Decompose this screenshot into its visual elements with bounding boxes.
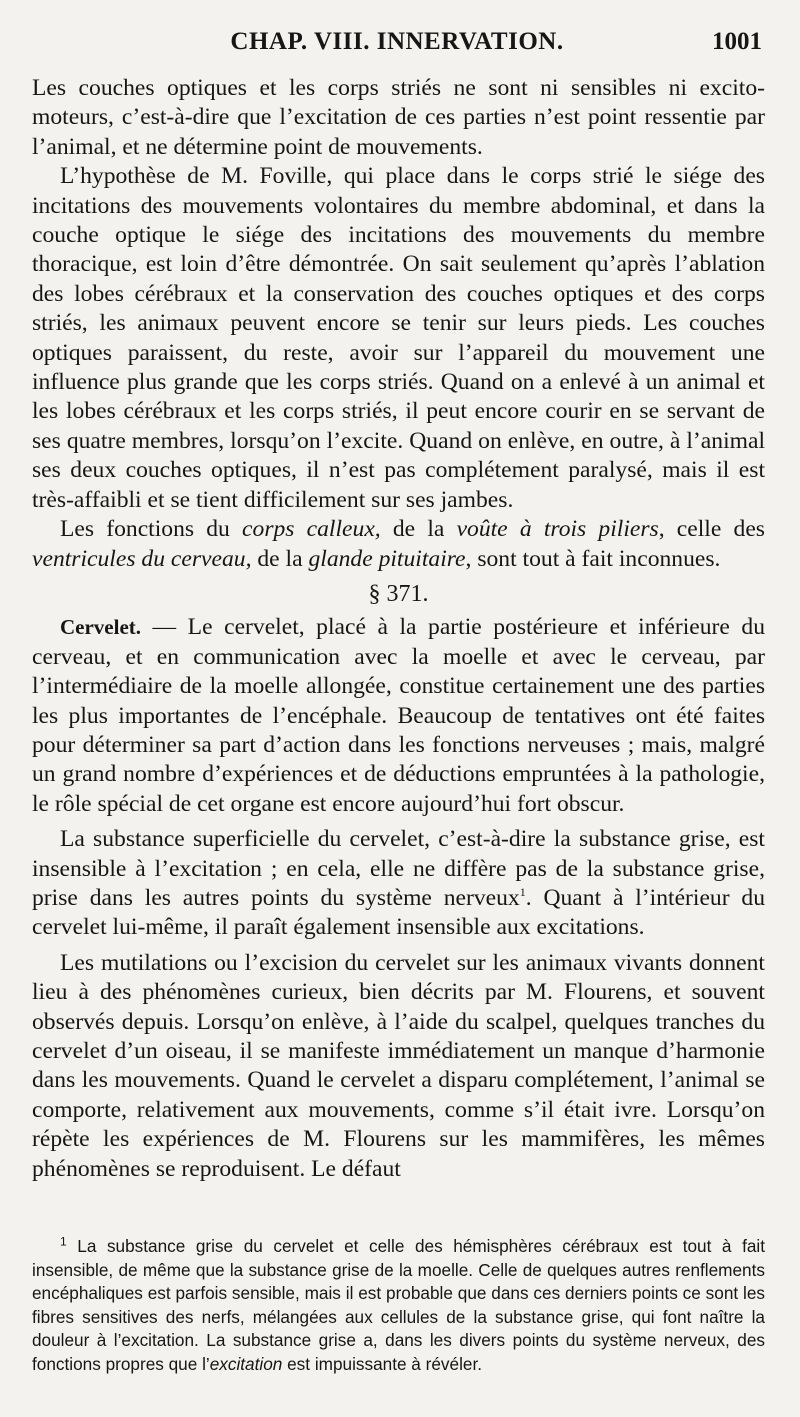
- paragraph-3: [32, 515, 765, 574]
- chapter-title: CHAP. VIII. INNERVATION.: [230, 28, 564, 55]
- run-in-heading: Cervelet.: [60, 615, 142, 640]
- paragraph-6: Les mutilations ou l’excision du cervelet sur les animaux vivants donnent lieu à des phénomènes curieux, bien décrits par M. Flourens, et souvent observés depuis. Lorsqu’on enlève, à l’aide du scalpel, quelques tranches du cervelet d’un oiseau, il se manifeste immédiatement un manque d’harmonie dans les mouvements. Quand le cervelet a disparu complétement, l’animal se comporte, relativement aux mouvements, comme s’il était ivre. Lorsqu’on répète les expériences de M. Flourens sur les mammifères, les mêmes phénomènes se reproduisent. Le défaut: [32, 949, 765, 1182]
- paragraph-2: L’hypothèse de M. Foville, qui place dans le corps strié le siége des incitations des mouvements volontaires du membre abdominal, et dans la couche optique le siége des incitations des mouvements du membre thoracique, est loin d’être démontrée. On sait seulement qu’après l’ablation des lobes cérébraux et la conservation des couches optiques et des corps striés, les animaux peuvent encore se tenir sur leurs pieds. Les couches optiques paraissent, du reste, avoir sur l’appareil du mouvement une influence plus grande que les corps striés. Quand on a enlevé à un animal et les lobes cérébraux et les corps striés, il peut encore courir en se servant de ses quatre membres, lorsqu’on l’excite. Quand on enlève, en outre, à l’animal ses deux couches optiques, il n’est pas complétement paralysé, mais il est très-affaibli et se tient difficilement sur ses jambes.: [32, 163, 765, 513]
- p3-italic: glande pituitaire: [308, 545, 466, 572]
- p3-italic: corps calleux,: [242, 516, 381, 543]
- page-number: 1001: [712, 28, 762, 55]
- footnote-mark: 1: [60, 1234, 67, 1249]
- footnote-text: La substance grise du cervelet et celle des hémisphères cérébraux est tout à fait insensible, de même que la substance grise de la moelle. Celle de quelques autres renflements encéphaliques est parfois sensible, mais il est probable que dans ces derniers points ce sont les fibres sensitives des nerfs, mélangées aux cellules de la substance grise, qui font naître la douleur à l’excitation. La substance grise a, dans les divers points du système nerveux, des fonctions propres que l’: [32, 1236, 765, 1374]
- p3-text: de la: [251, 545, 309, 572]
- p4-text: — Le cervelet, placé à la partie postérieure et inférieure du cerveau, et en communication avec la moelle et avec le cerveau, par l’intermédiaire de la moelle allongée, constitue certainement une des parties les plus importantes de l’encéphale. Beaucoup de tentatives ont été faites pour déterminer sa part d’action dans les fonctions nerveuses ; mais, malgré un grand nombre d’expériences et de déductions empruntées à la pathologie, le rôle spécial de cet organe est encore aujourd’hui fort obscur.: [32, 614, 765, 817]
- paragraph-4: [32, 613, 765, 819]
- paragraph-5: [32, 825, 765, 943]
- footnotes: [32, 1235, 765, 1377]
- p5-text: La substance superficielle du cervelet, c’est-à-dire la substance grise, est insensible à l’excitation ; en cela, elle ne diffère pas de la substance grise, prise dans les autres points du système nerveux: [32, 826, 765, 911]
- main-text: [32, 74, 765, 1184]
- footnote-italic: excitation: [209, 1353, 283, 1374]
- p3-italic: ventricules du cerveau,: [32, 545, 252, 572]
- footnote-1: [32, 1235, 765, 1377]
- p3-italic: voûte à trois piliers: [456, 516, 659, 543]
- running-header: [32, 28, 762, 62]
- footnote-text: est impuissante à révéler.: [282, 1353, 483, 1374]
- footnote-reference: 1: [519, 885, 526, 900]
- section-heading: § 371.: [368, 580, 429, 607]
- p3-text: , celle des: [658, 516, 765, 543]
- paragraph-1: Les couches optiques et les corps striés ne sont ni sensibles ni excito-moteurs, c’est-à-dire que l’excitation de ces parties n’est point ressentie par l’animal, et ne détermine point de mouvements.: [32, 75, 765, 160]
- p5-text: . Quant à l’intérieur du cervelet lui-même, il paraît également insensible aux excitations.: [32, 884, 765, 941]
- p3-text: de la: [380, 516, 457, 543]
- p3-text: , sont tout à fait inconnues.: [465, 545, 721, 572]
- p3-text: Les fonctions du: [60, 516, 243, 543]
